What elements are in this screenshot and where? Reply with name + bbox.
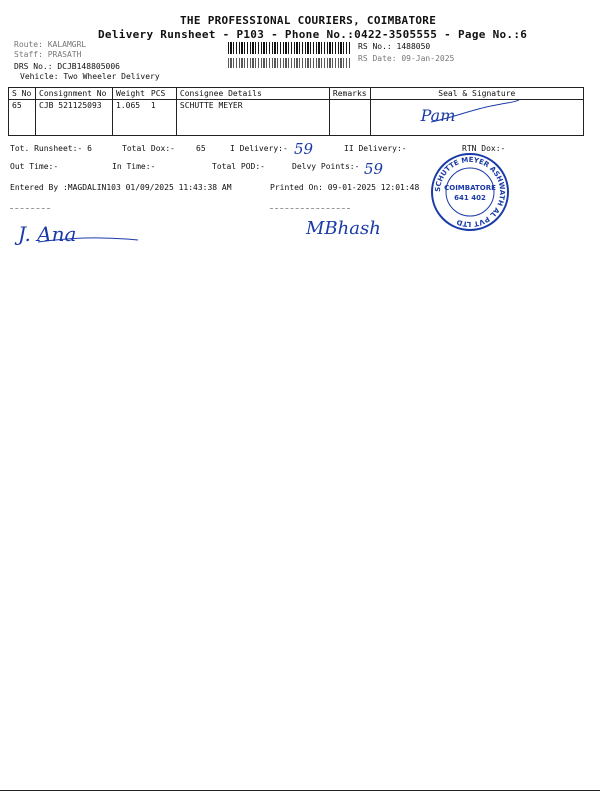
col-consignment: Consignment No xyxy=(36,88,113,100)
col-remarks: Remarks xyxy=(329,88,370,100)
stamp-city: COIMBATORE xyxy=(444,184,496,192)
receiver-signature: Pam xyxy=(420,106,456,125)
col-weight: Weight xyxy=(113,88,148,100)
col-seal-signature: Seal & Signature xyxy=(370,88,583,100)
tot-runsheet: Tot. Runsheet:- 6 xyxy=(10,144,92,153)
route-text: Route: KALAMGRL xyxy=(14,40,87,49)
printed-on: Printed On: 09-01-2025 12:01:48 xyxy=(270,183,420,192)
signature-line-right xyxy=(270,208,350,209)
cell-consignee: SCHUTTE MEYER xyxy=(176,100,329,136)
i-delivery-label: I Delivery:- xyxy=(230,144,288,153)
entered-by: Entered By :MAGDALIN103 01/09/2025 11:43:38 AM xyxy=(10,183,232,192)
runsheet-table xyxy=(8,87,584,136)
staff-text: Staff: PRASATH xyxy=(14,50,82,59)
col-pcs: PCS xyxy=(148,88,177,100)
runsheet-subtitle: Delivery Runsheet - P103 - Phone No.:0422-3505555 - Page No.:6 xyxy=(98,28,528,41)
barcode-image-2 xyxy=(228,58,350,68)
company-title: THE PROFESSIONAL COURIERS, COIMBATORE xyxy=(180,14,437,27)
signature-left-stroke-icon xyxy=(38,228,148,248)
barcode-image xyxy=(228,42,350,54)
stamp-pin: 641 402 xyxy=(454,194,486,202)
delvy-points-label: Delvy Points:- xyxy=(292,162,360,171)
delvy-points-value: 59 xyxy=(364,160,384,178)
page-bottom-rule xyxy=(0,790,600,791)
stamp-ring-text: SCHUTTE MEYER ASHWATH AL PVT LTD xyxy=(433,155,507,229)
total-dox-label: Total Dox:- xyxy=(122,144,175,153)
signature-left: J. Ana xyxy=(18,222,77,246)
cell-consignment: CJB 521125093 xyxy=(36,100,113,136)
table-row xyxy=(9,100,584,136)
rs-date: RS Date: 09-Jan-2025 xyxy=(358,54,455,63)
signature-line-left xyxy=(10,208,50,209)
cell-signature xyxy=(370,100,583,136)
col-sno: S No xyxy=(9,88,36,100)
table-header-row xyxy=(9,88,584,100)
total-dox-value: 65 xyxy=(196,144,206,153)
out-time: Out Time:- xyxy=(10,162,59,171)
vehicle-text: Vehicle: Two Wheeler Delivery xyxy=(20,72,160,81)
cell-pcs: 1 xyxy=(148,100,177,136)
signature-right: MBhash xyxy=(306,218,381,239)
cell-sno: 65 xyxy=(9,100,36,136)
total-pod: Total POD:- xyxy=(212,162,265,171)
rs-number: RS No.: 1488050 xyxy=(358,42,431,51)
cell-weight: 1.065 xyxy=(113,100,148,136)
drs-number: DRS No.: DCJB148805006 xyxy=(14,62,120,71)
cell-remarks xyxy=(329,100,370,136)
signature-stroke-icon xyxy=(431,100,521,130)
company-stamp xyxy=(430,152,510,232)
rtn-dox: RTN Dox:- xyxy=(462,144,506,153)
ii-delivery: II Delivery:- xyxy=(344,144,407,153)
stamp-ring-icon xyxy=(430,152,510,232)
in-time: In Time:- xyxy=(112,162,156,171)
i-delivery-value: 59 xyxy=(294,140,314,158)
col-consignee: Consignee Details xyxy=(176,88,329,100)
